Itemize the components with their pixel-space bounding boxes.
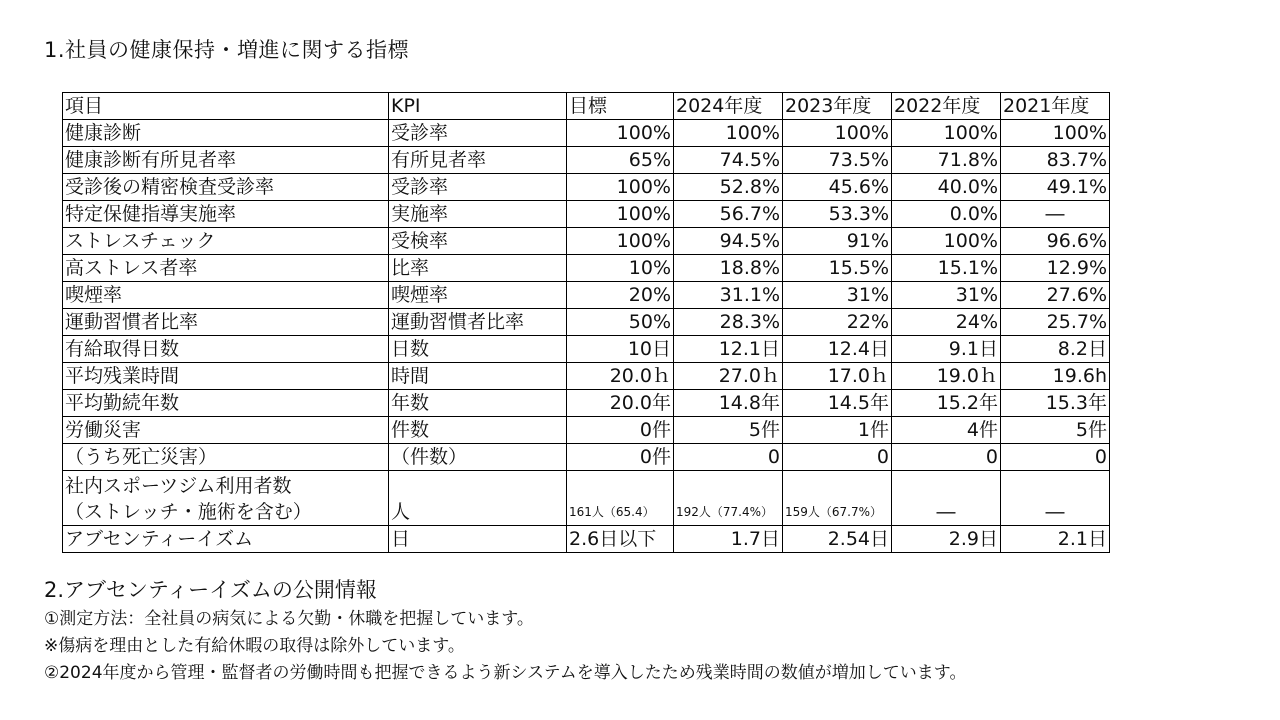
table-cell: ストレスチェック [63, 228, 389, 255]
gym-item-cell [63, 471, 389, 526]
table-cell: 18.8% [674, 255, 783, 282]
table-cell: 65% [567, 147, 674, 174]
table-row [63, 228, 1110, 255]
table-row [63, 255, 1110, 282]
table-cell: 喫煙率 [389, 282, 567, 309]
table-cell: 健康診断有所見者率 [63, 147, 389, 174]
table-cell: 0 [674, 444, 783, 471]
table-cell: 100% [783, 120, 892, 147]
table-cell: 100% [567, 201, 674, 228]
table-cell: 50% [567, 309, 674, 336]
table-cell: 91% [783, 228, 892, 255]
table-cell: 受診率 [389, 120, 567, 147]
table-cell: 100% [567, 120, 674, 147]
table-cell: 年数 [389, 390, 567, 417]
table-cell: 19.6h [1001, 363, 1110, 390]
table-row-absenteeism [63, 526, 1110, 553]
table-cell: 45.6% [783, 174, 892, 201]
table-cell: 20% [567, 282, 674, 309]
table-cell: 28.3% [674, 309, 783, 336]
table-cell: 20.0年 [567, 390, 674, 417]
gym-kpi: 人 [389, 471, 567, 526]
header-2024: 2024年度 [674, 93, 783, 120]
table-cell: 0 [783, 444, 892, 471]
gym-item-line1: 社内スポーツジム利用者数 [65, 475, 292, 497]
table-cell: 74.5% [674, 147, 783, 174]
table-cell: 件数 [389, 417, 567, 444]
table-cell: 53.3% [783, 201, 892, 228]
table-cell: 5件 [1001, 417, 1110, 444]
table-cell: 12.9% [1001, 255, 1110, 282]
table-cell: 0件 [567, 417, 674, 444]
header-2023: 2023年度 [783, 93, 892, 120]
table-row [63, 282, 1110, 309]
table-row-gym [63, 471, 1110, 526]
table-cell: 有所見者率 [389, 147, 567, 174]
table-cell: 平均勤続年数 [63, 390, 389, 417]
table-cell: 受検率 [389, 228, 567, 255]
table-cell: 31% [783, 282, 892, 309]
table-cell: 100% [674, 120, 783, 147]
table-cell: 運動習慣者比率 [389, 309, 567, 336]
table-cell: 96.6% [1001, 228, 1110, 255]
table-row [63, 174, 1110, 201]
table-cell: 17.0ｈ [783, 363, 892, 390]
gym-2022: ― [892, 471, 1001, 526]
section2-title: 2.アブセンティーイズムの公開情報 [44, 578, 377, 602]
table-cell: 労働災害 [63, 417, 389, 444]
table-cell: 56.7% [674, 201, 783, 228]
section1-title: 1.社員の健康保持・増進に関する指標 [44, 38, 410, 62]
table-cell: ― [1001, 201, 1110, 228]
table-cell: 22% [783, 309, 892, 336]
absent-item: アブセンティーイズム [63, 526, 389, 553]
header-2021: 2021年度 [1001, 93, 1110, 120]
header-goal: 目標 [567, 93, 674, 120]
table-row [63, 201, 1110, 228]
table-cell: 100% [567, 228, 674, 255]
table-cell: 71.8% [892, 147, 1001, 174]
table-cell: 平均残業時間 [63, 363, 389, 390]
table-cell: 15.5% [783, 255, 892, 282]
table-cell: 15.3年 [1001, 390, 1110, 417]
table-cell: 時間 [389, 363, 567, 390]
table-cell: 特定保健指導実施率 [63, 201, 389, 228]
table-cell: 31.1% [674, 282, 783, 309]
note-line: ※傷病を理由とした有給休暇の取得は除外しています。 [44, 636, 465, 656]
table-cell: 比率 [389, 255, 567, 282]
table-cell: 24% [892, 309, 1001, 336]
header-item: 項目 [63, 93, 389, 120]
table-row [63, 444, 1110, 471]
table-cell: 15.1% [892, 255, 1001, 282]
gym-2024: 192人（77.4%） [674, 471, 783, 526]
gym-2023: 159人（67.7%） [783, 471, 892, 526]
table-cell: 100% [892, 120, 1001, 147]
table-cell: 高ストレス者率 [63, 255, 389, 282]
table-row [63, 309, 1110, 336]
table-row [63, 363, 1110, 390]
table-cell: 日数 [389, 336, 567, 363]
header-kpi: KPI [389, 93, 567, 120]
table-header-row [63, 93, 1110, 120]
table-cell: 健康診断 [63, 120, 389, 147]
table-cell: 27.0ｈ [674, 363, 783, 390]
table-cell: 0.0% [892, 201, 1001, 228]
notes [44, 606, 966, 687]
table-cell: 5件 [674, 417, 783, 444]
table-cell: 31% [892, 282, 1001, 309]
table-cell: 10日 [567, 336, 674, 363]
table-cell: 喫煙率 [63, 282, 389, 309]
table-row [63, 147, 1110, 174]
table-row [63, 417, 1110, 444]
table-cell: 14.5年 [783, 390, 892, 417]
table-cell: 40.0% [892, 174, 1001, 201]
table-row [63, 336, 1110, 363]
table-cell: 10% [567, 255, 674, 282]
table-cell: 8.2日 [1001, 336, 1110, 363]
table-cell: 受診後の精密検査受診率 [63, 174, 389, 201]
absent-2023: 2.54日 [783, 526, 892, 553]
table-cell: 20.0ｈ [567, 363, 674, 390]
table-cell: 27.6% [1001, 282, 1110, 309]
table-cell: 100% [892, 228, 1001, 255]
table-cell: 100% [1001, 120, 1110, 147]
table-cell: 運動習慣者比率 [63, 309, 389, 336]
table-cell: 94.5% [674, 228, 783, 255]
table-cell: 49.1% [1001, 174, 1110, 201]
table-cell: 25.7% [1001, 309, 1110, 336]
table-cell: 100% [567, 174, 674, 201]
table-cell: 83.7% [1001, 147, 1110, 174]
gym-2021: ― [1001, 471, 1110, 526]
table-cell: 0件 [567, 444, 674, 471]
absent-goal: 2.6日以下 [567, 526, 674, 553]
table-row [63, 390, 1110, 417]
header-2022: 2022年度 [892, 93, 1001, 120]
gym-goal: 161人（65.4） [567, 471, 674, 526]
note-line: ①測定方法：全社員の病気による欠勤・休職を把握しています。 [44, 609, 534, 629]
gym-item-line2: （ストレッチ・施術を含む） [65, 501, 312, 523]
table-cell: 1件 [783, 417, 892, 444]
table-cell: 0 [892, 444, 1001, 471]
table-cell: 受診率 [389, 174, 567, 201]
table-row [63, 120, 1110, 147]
table-cell: 52.8% [674, 174, 783, 201]
table-cell: 12.4日 [783, 336, 892, 363]
table-cell: 12.1日 [674, 336, 783, 363]
table-cell: 9.1日 [892, 336, 1001, 363]
table-cell: 実施率 [389, 201, 567, 228]
table-cell: 0 [1001, 444, 1110, 471]
table-cell: 73.5% [783, 147, 892, 174]
table-cell: 有給取得日数 [63, 336, 389, 363]
note-line: ②2024年度から管理・監督者の労働時間も把握できるよう新システムを導入したため残業時間の数値が増加しています。 [44, 663, 967, 683]
table-cell: （件数） [389, 444, 567, 471]
table-cell: 14.8年 [674, 390, 783, 417]
table-cell: 15.2年 [892, 390, 1001, 417]
absent-2022: 2.9日 [892, 526, 1001, 553]
health-kpi-table [62, 92, 1110, 553]
table-cell: （うち死亡災害） [63, 444, 389, 471]
absent-kpi: 日 [389, 526, 567, 553]
absent-2024: 1.7日 [674, 526, 783, 553]
absent-2021: 2.1日 [1001, 526, 1110, 553]
table-cell: 4件 [892, 417, 1001, 444]
table-cell: 19.0ｈ [892, 363, 1001, 390]
